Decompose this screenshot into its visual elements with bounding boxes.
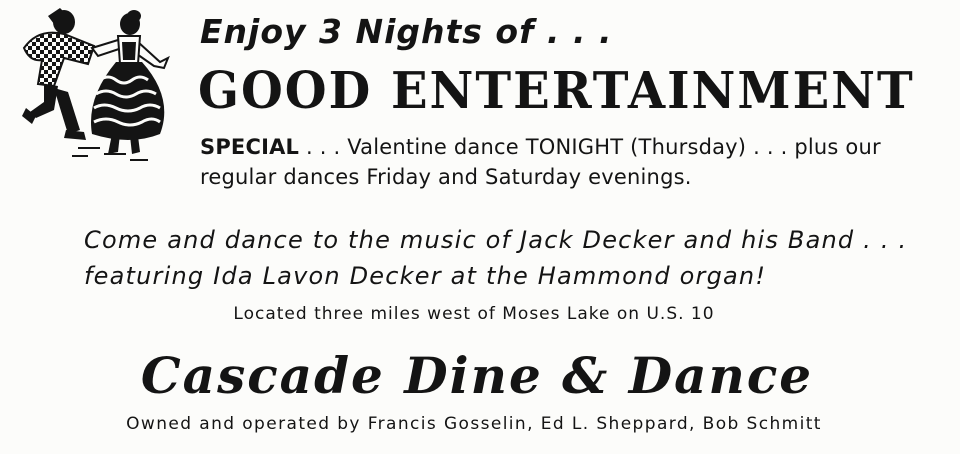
headline-good-entertainment: GOOD ENTERTAINMENT — [198, 62, 915, 121]
owners-text: Owned and operated by Francis Gosselin, Ed L. Sheppard, Bob Schmitt — [126, 414, 822, 434]
location-text: Located three miles west of Moses Lake on U.S. 10 — [233, 304, 715, 324]
dancing-couple-icon — [8, 2, 180, 174]
special-line-1 — [200, 132, 950, 162]
music-announcement — [84, 222, 944, 294]
owners-line — [0, 414, 960, 434]
music-line-2: featuring Ida Lavon Decker at the Hammond organ! — [84, 262, 767, 290]
special-line-1-rest: . . . Valentine dance TONIGHT (Thursday) . . . plus our — [299, 135, 881, 159]
location-line — [0, 304, 960, 324]
special-announcement — [200, 132, 950, 192]
music-line-1: Come and dance to the music of Jack Decker and his Band . . . — [84, 226, 908, 254]
headline-enjoy: Enjoy 3 Nights of . . . — [200, 12, 613, 51]
venue-name — [0, 346, 960, 405]
special-lead: SPECIAL — [200, 135, 300, 159]
special-line-2: regular dances Friday and Saturday evenings. — [200, 165, 692, 189]
venue-text: Cascade Dine & Dance — [140, 346, 814, 405]
